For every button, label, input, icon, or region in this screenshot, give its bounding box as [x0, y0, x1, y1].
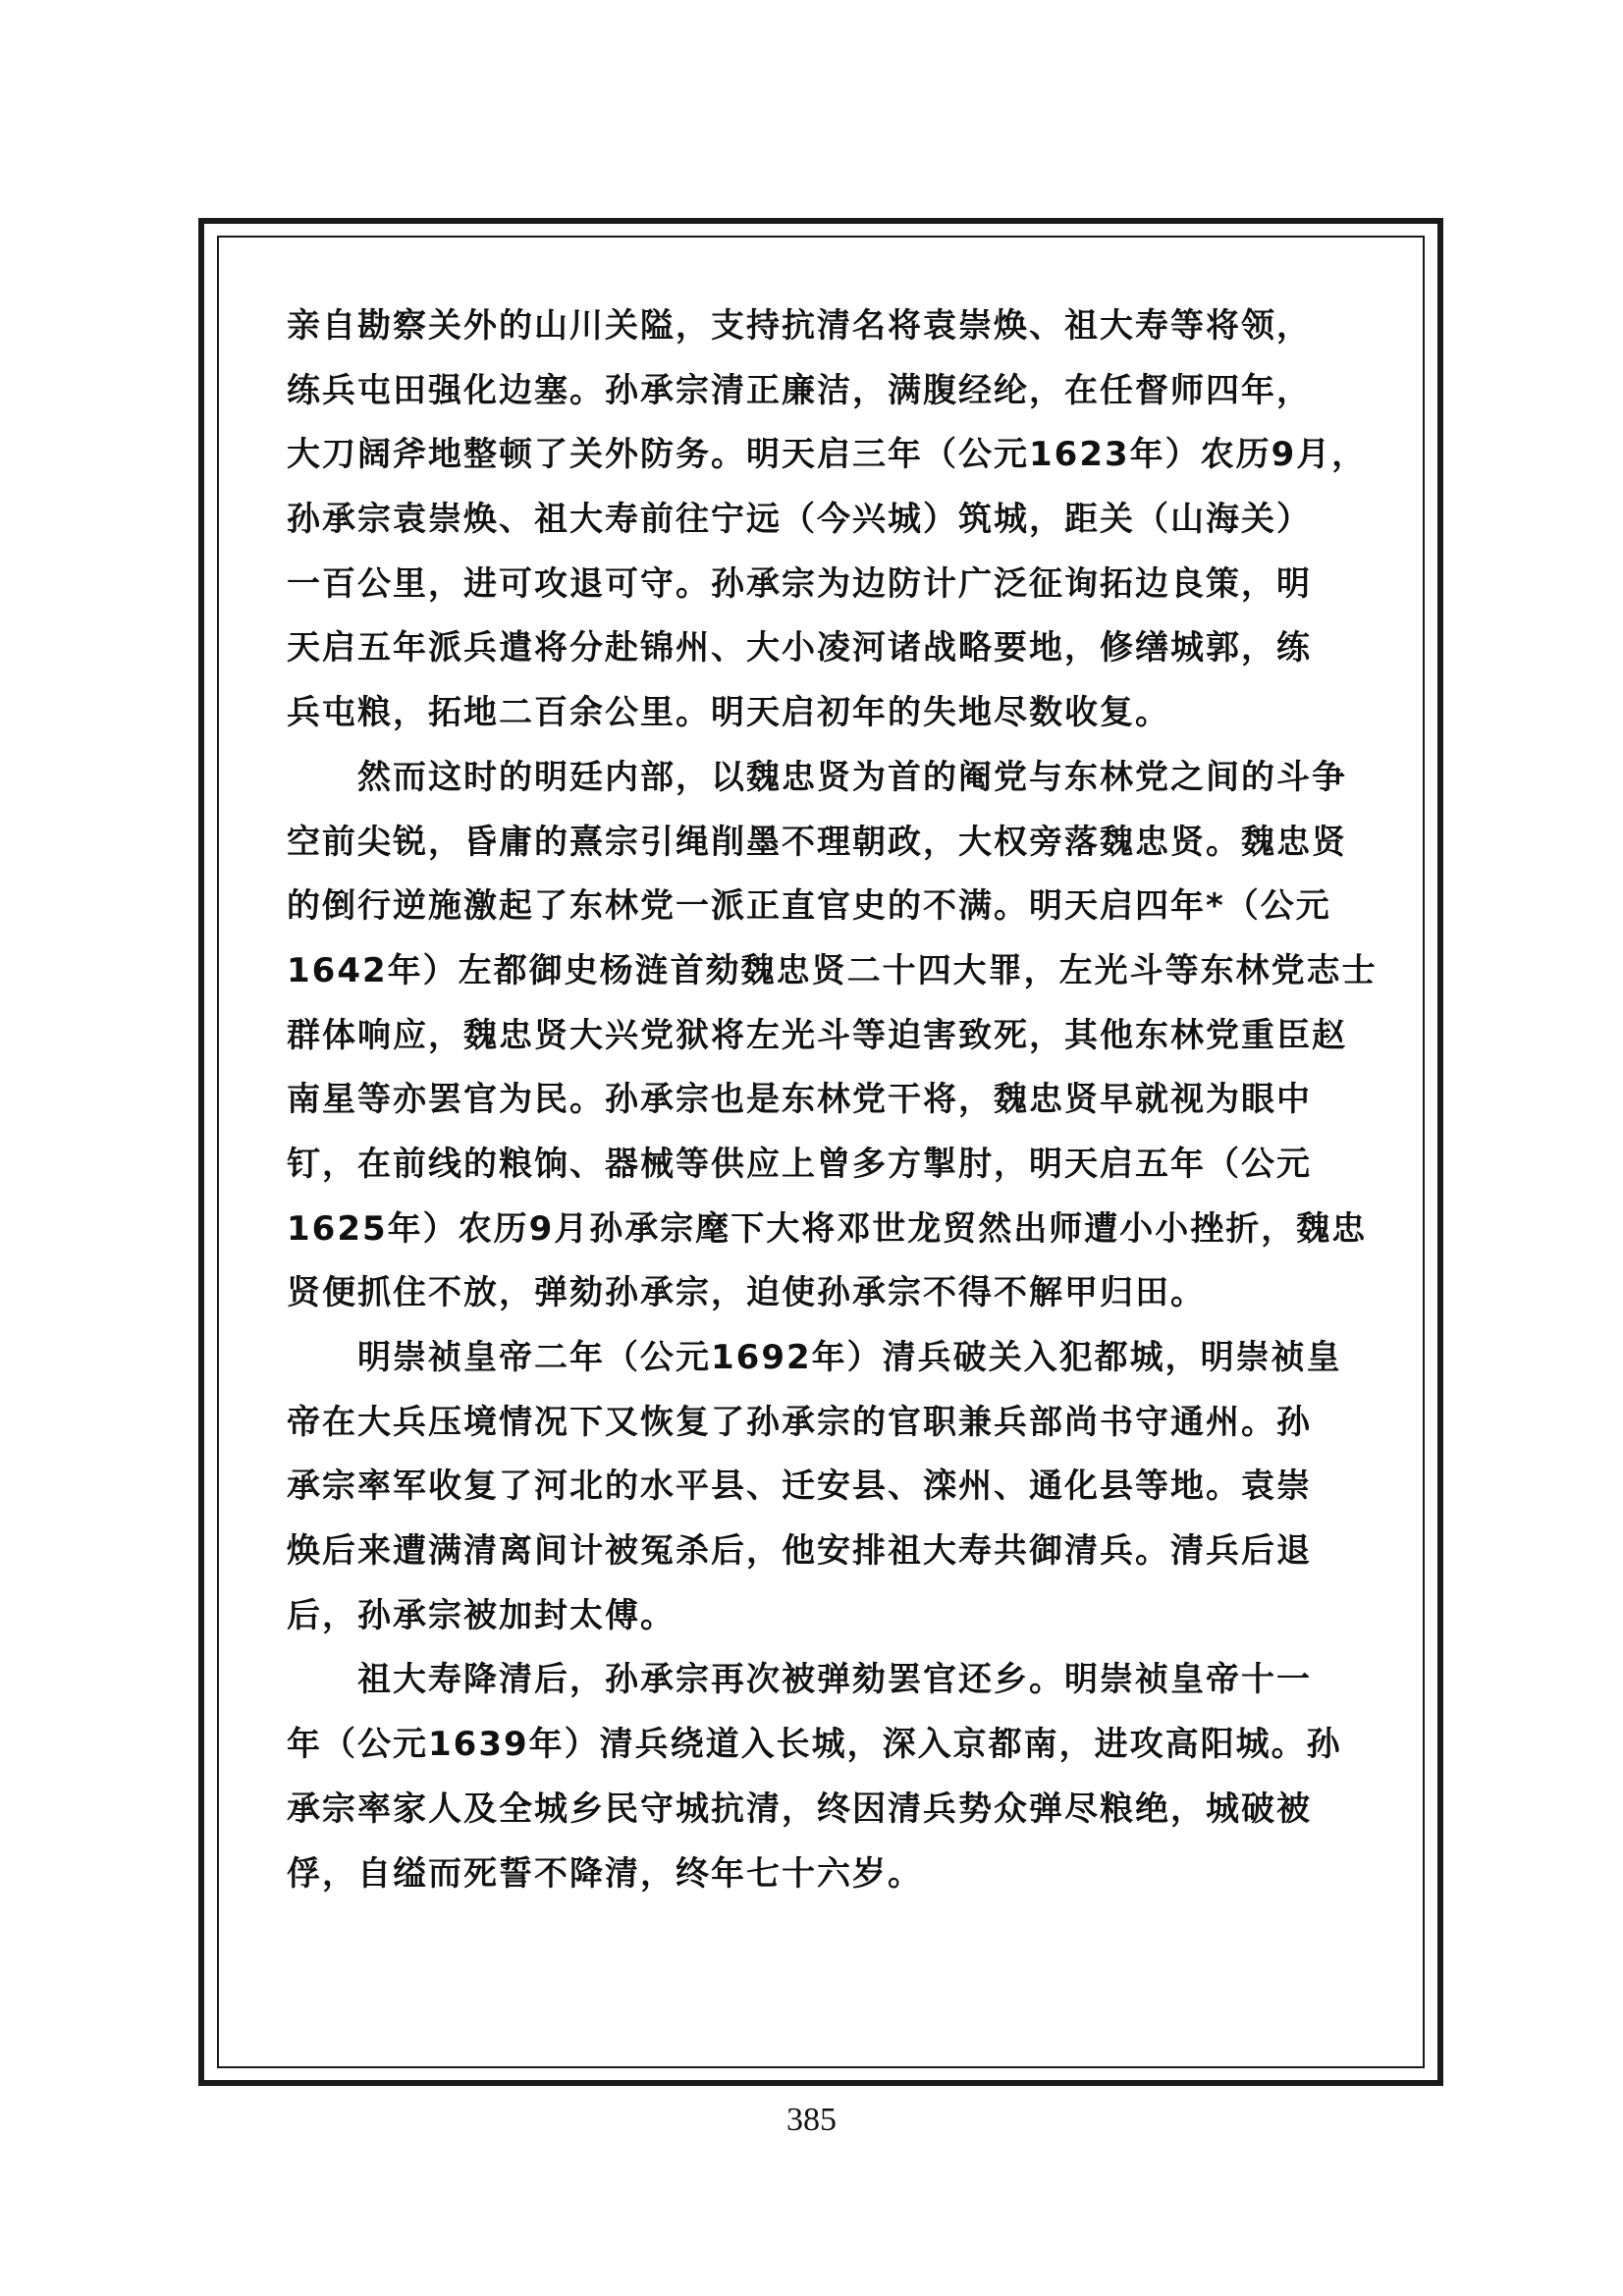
text-line: 俘，自缢而死誓不降清，终年七十六岁。	[287, 1853, 923, 1894]
paragraph-3	[287, 1326, 1363, 1648]
text-line: 后，孙承宗被加封太傅。	[287, 1595, 676, 1635]
paragraph-1	[287, 294, 1368, 746]
text-line: 大刀阔斧地整顿了关外防务。明天启三年（公元1623年）农历9月，	[287, 435, 1368, 475]
body-text	[287, 294, 1378, 1906]
text-line: 钉，在前线的粮饷、器械等供应上曾多方掣肘，明天启五年（公元	[287, 1144, 1312, 1184]
text-line: 天启五年派兵遣将分赴锦州、大小凌河诸战略要地，修缮城郭，练	[287, 628, 1312, 668]
text-line: 的倒行逆施激起了东林党一派正直官史的不满。明天启四年*（公元	[287, 886, 1331, 927]
text-line: 承宗率军收复了河北的水平县、迁安县、滦州、通化县等地。袁崇	[287, 1467, 1312, 1507]
text-line: 帝在大兵压境情况下又恢复了孙承宗的官职兼兵部尚书守通州。孙	[287, 1402, 1312, 1442]
text-line: 焕后来遭满清离间计被冤杀后，他安排祖大寿共御清兵。清兵后退	[287, 1531, 1312, 1572]
text-line: 明崇祯皇帝二年（公元1692年）清兵破关入犯都城，明崇祯皇	[357, 1338, 1342, 1377]
text-line: 年（公元1639年）清兵绕道入长城，深入京都南，进攻高阳城。孙	[287, 1725, 1342, 1765]
text-line: 孙承宗袁崇焕、祖大寿前往宁远（今兴城）筑城，距关（山海关）	[287, 500, 1312, 540]
text-line: 一百公里，进可攻退可守。孙承宗为边防计广泛征询拓边良策，明	[287, 563, 1312, 604]
text-line: 1642年）左都御史杨涟首劾魏忠贤二十四大罪，左光斗等东林党志士	[287, 950, 1378, 990]
text-line: 南星等亦罢官为民。孙承宗也是东林党干将，魏忠贤早就视为眼中	[287, 1080, 1312, 1120]
paragraph-2	[287, 746, 1378, 1326]
text-line: 贤便抓住不放，弹劾孙承宗，迫使孙承宗不得不解甲归田。	[287, 1273, 1206, 1313]
text-line: 1625年）农历9月孙承宗麾下大将邓世龙贸然出师遭小小挫折，魏忠	[287, 1208, 1368, 1249]
paragraph-4	[287, 1648, 1363, 1906]
text-line: 空前尖锐，昏庸的熹宗引绳削墨不理朝政，大权旁落魏忠贤。魏忠贤	[287, 822, 1347, 862]
text-line: 群体响应，魏忠贤大兴党狱将左光斗等迫害致死，其他东林党重臣赵	[287, 1015, 1347, 1055]
text-line: 兵屯粮，拓地二百余公里。明天启初年的失地尽数收复。	[287, 693, 1170, 733]
text-line: 亲自勘察关外的山川关隘，支持抗清名将袁崇焕、祖大寿等将领，	[287, 306, 1312, 346]
text-line: 祖大寿降清后，孙承宗再次被弹劾罢官还乡。明崇祯皇帝十一	[357, 1660, 1312, 1700]
text-line: 承宗率家人及全城乡民守城抗清，终因清兵势众弹尽粮绝，城破被	[287, 1789, 1312, 1829]
page-number: 385	[786, 2102, 837, 2138]
text-line: 练兵屯田强化边塞。孙承宗清正廉洁，满腹经纶，在任督师四年，	[287, 370, 1312, 410]
text-line: 然而这时的明廷内部，以魏忠贤为首的阉党与东林党之间的斗争	[357, 757, 1347, 797]
